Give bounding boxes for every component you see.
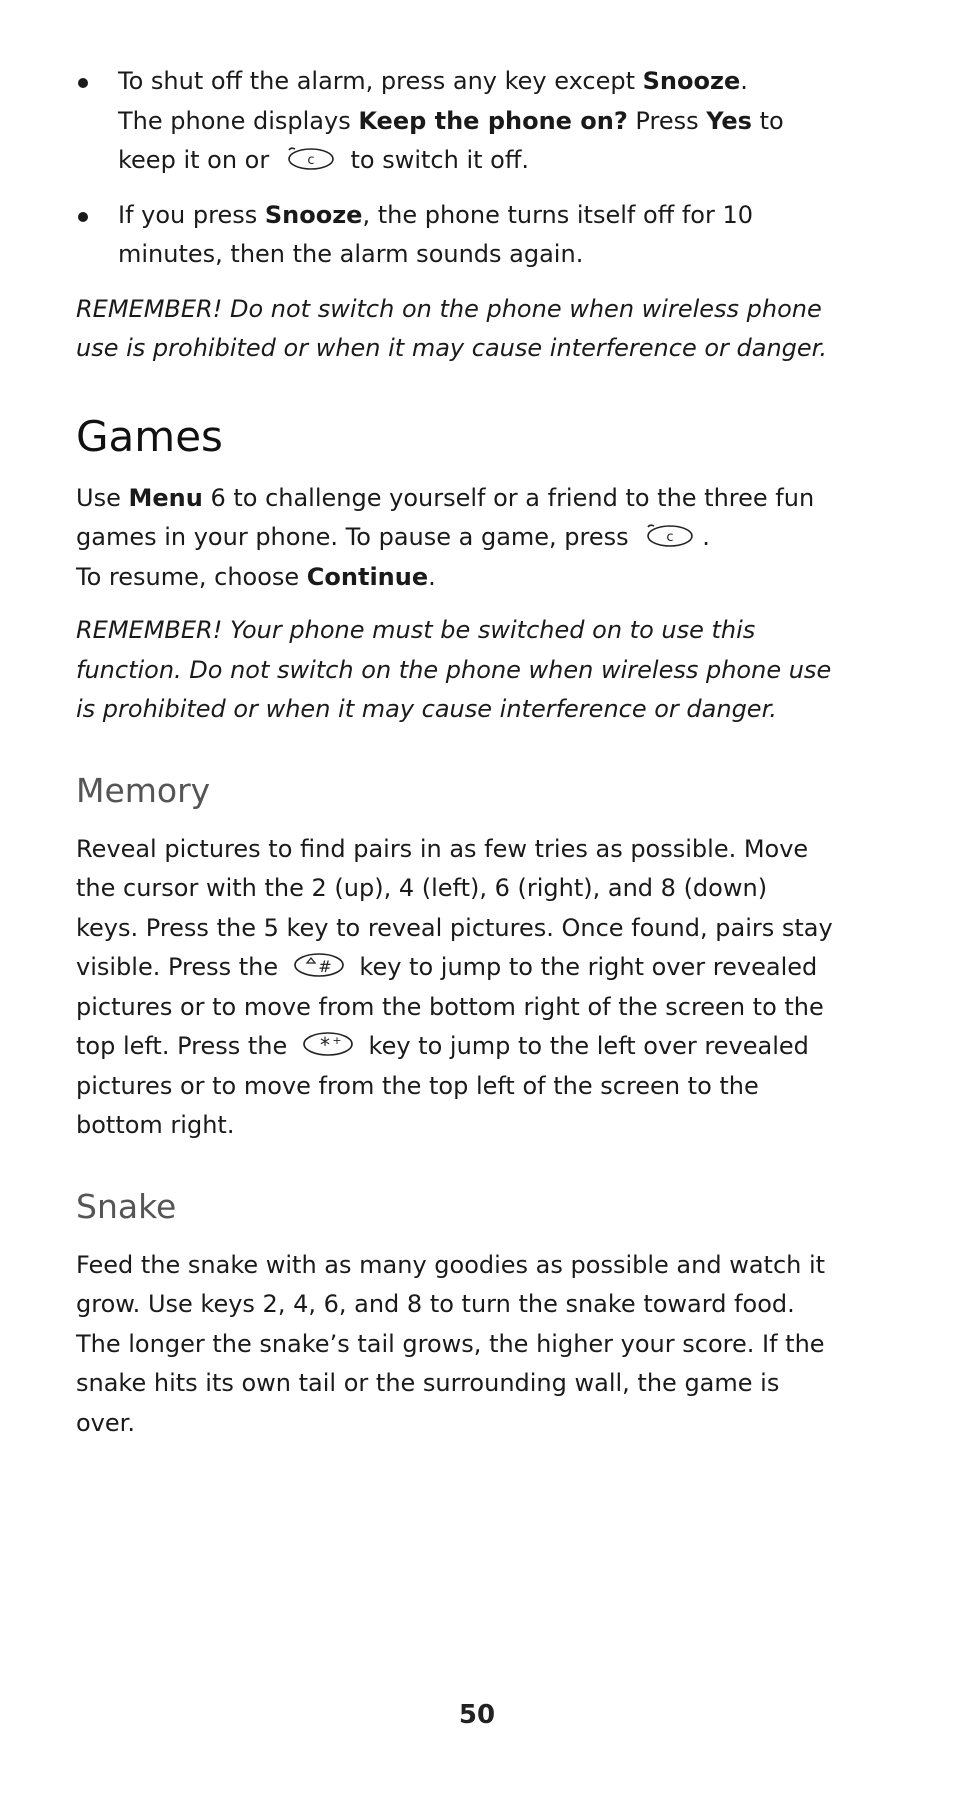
text: Use <box>76 483 129 512</box>
bullet-text: If you press <box>118 200 265 229</box>
alarm-bullet-list <box>76 62 836 275</box>
svg-text:*: * <box>319 1033 330 1057</box>
section-title-games: Games <box>76 411 223 461</box>
games-intro <box>76 479 836 598</box>
hash-key-icon <box>292 951 346 979</box>
bullet-text: to switch it off. <box>342 146 530 174</box>
remember-note: REMEMBER! Your phone must be switched on to use this function. Do not switch on the phone when wireless phone use is prohibited or when it may cause interference or danger. <box>76 616 832 723</box>
bullet-text: , the phone turns itself off for 10 minutes, then the alarm sounds again. <box>118 200 753 268</box>
page-number: 50 <box>458 1700 496 1730</box>
list-item <box>76 196 836 275</box>
text: . <box>702 523 710 551</box>
svg-text:#: # <box>318 957 332 976</box>
bold-term: Menu <box>128 483 203 512</box>
svg-text:c: c <box>307 153 315 168</box>
svg-text:+: + <box>332 1034 342 1047</box>
bullet-text: Press <box>627 106 707 135</box>
bullet-text: The phone displays <box>118 106 359 135</box>
bullet-dot <box>78 212 88 222</box>
subsection-title-memory: Memory <box>76 770 211 810</box>
text: . <box>428 562 436 591</box>
memory-description <box>76 830 836 1146</box>
clear-key-icon <box>283 144 337 172</box>
remember-note: REMEMBER! Do not switch on the phone when wireless phone use is prohibited or when it may cause interference or danger. <box>76 294 827 362</box>
bullet-text: to keep it on or <box>118 106 784 174</box>
list-item <box>76 62 836 181</box>
bold-term: Snooze <box>642 67 741 95</box>
document-page <box>76 62 836 1443</box>
text: key to jump to the left over revealed pictures or to move from the top left of the screen to the bottom right. <box>76 1032 809 1139</box>
text: key to jump to the right over revealed pictures or to move from the bottom right of the screen to the top left. Press the <box>76 953 824 1060</box>
star-key-icon <box>301 1030 355 1058</box>
bold-term: Snooze <box>264 200 363 229</box>
subsection-title-snake: Snake <box>76 1186 177 1226</box>
text: To resume, choose <box>76 562 307 591</box>
bold-term: Keep the phone on? <box>358 106 628 135</box>
snake-description: Feed the snake with as many goodies as possible and watch it grow. Use keys 2, 4, 6, and 8 to turn the snake toward food. The longer the snake’s tail grows, the higher your score. If the snake hits its own tail or the surrounding wall, the game is over. <box>76 1250 826 1437</box>
bullet-text: . <box>740 67 748 95</box>
text: Reveal pictures to find pairs in as few tries as possible. Move the cursor with the 2 (up), 4 (left), 6 (right), and 8 (down) keys. Press the 5 key to reveal pictures. Once found, pairs stay visible. Press the <box>76 834 833 981</box>
clear-key-icon <box>642 521 696 549</box>
bold-term: Continue <box>306 562 429 591</box>
bullet-text: To shut off the alarm, press any key except <box>118 67 643 95</box>
svg-text:c: c <box>666 530 674 545</box>
bullet-dot <box>78 78 88 88</box>
bold-term: Yes <box>706 106 752 135</box>
text: 6 to challenge yourself or a friend to the three fun games in your phone. To pause a game, press <box>76 483 815 551</box>
